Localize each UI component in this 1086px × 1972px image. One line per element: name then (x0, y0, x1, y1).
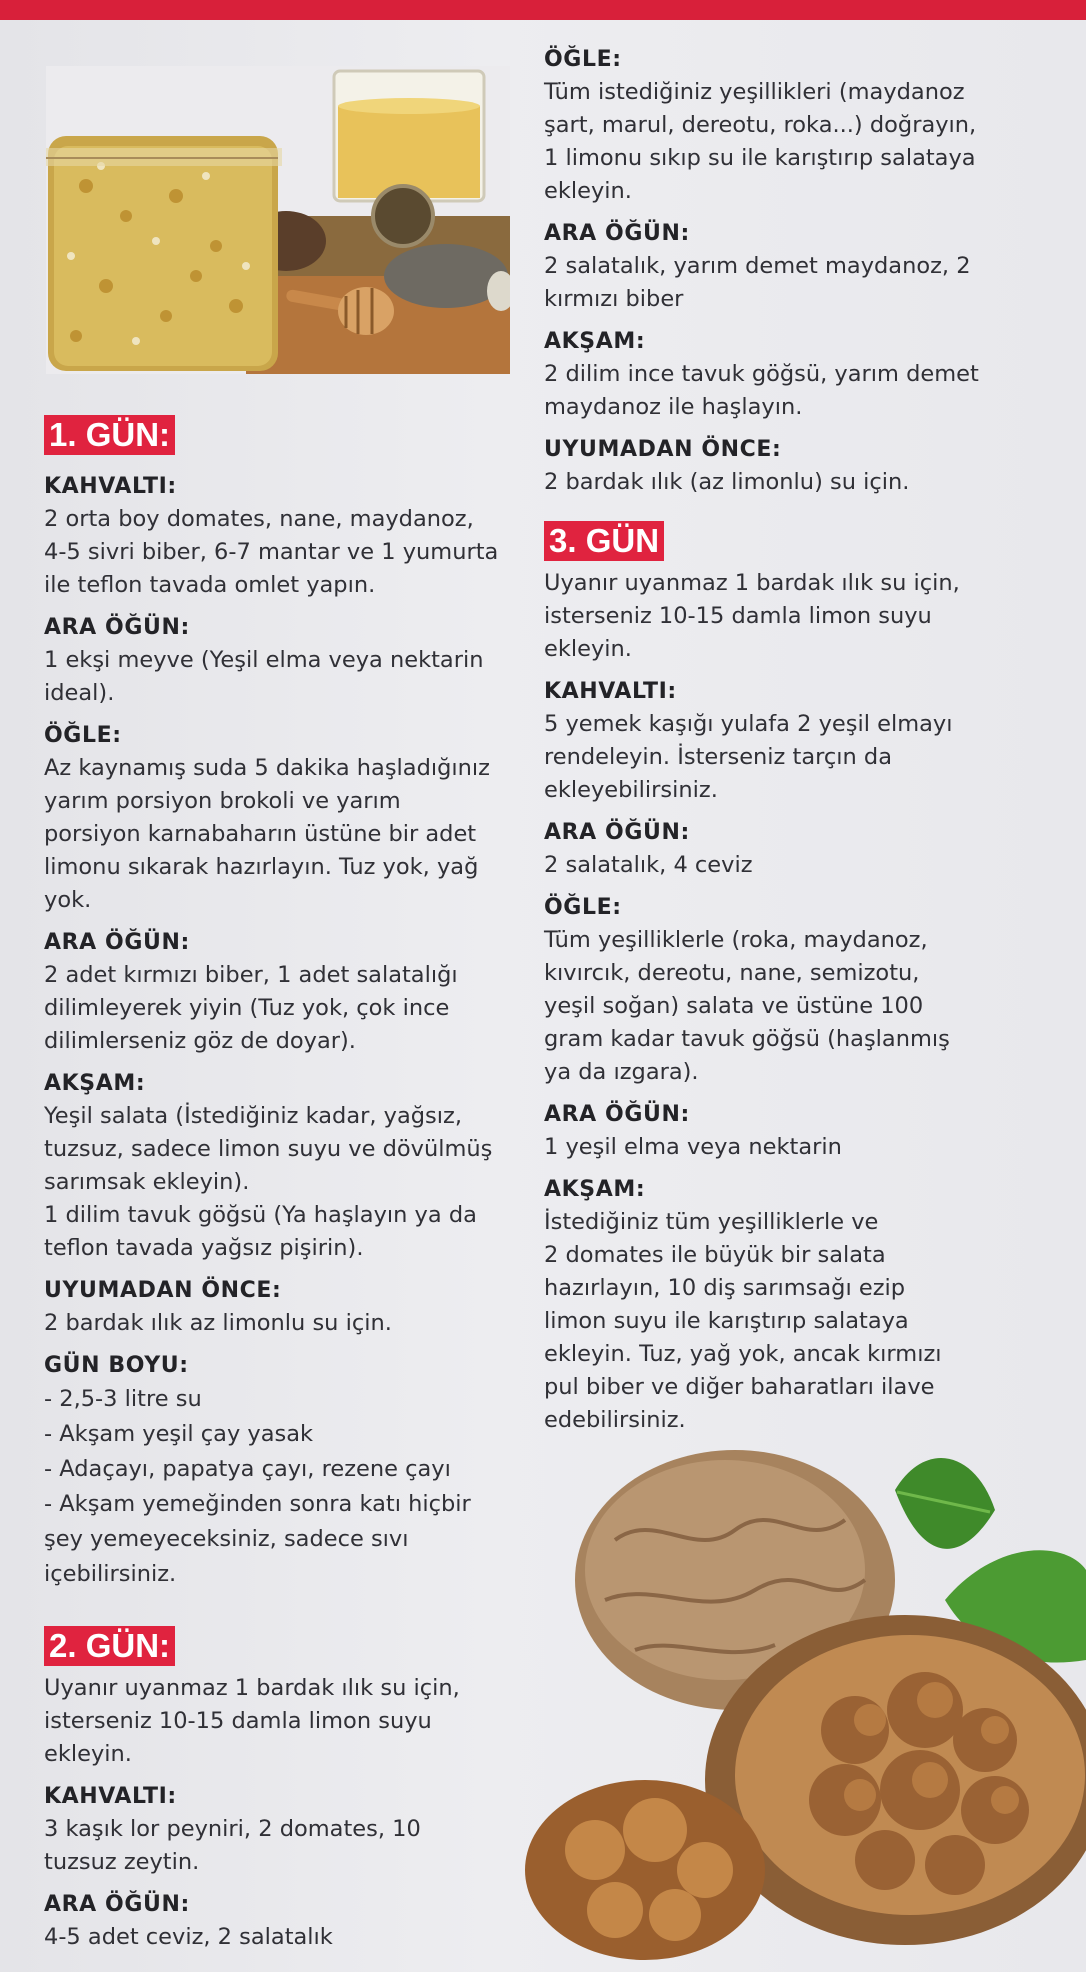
section-text: Az kaynamış suda 5 dakika haşladığınız yarım porsiyon brokoli ve yarım porsiyon karnabaharın üstüne bir adet limonu sıkarak hazırlayın. Tuz yok, yağ yok. (44, 755, 490, 913)
day2-aksam (544, 328, 1064, 424)
section-label: ARA ÖĞÜN: (44, 930, 190, 955)
section-text: Tüm yeşilliklerle (roka, maydanoz, kıvırcık, dereotu, nane, semizotu, yeşil soğan) salata ve üstüne 100 gram kadar tavuk göğsü (haşlanmış ya da ızgara). (544, 927, 950, 1085)
right-column (544, 46, 1064, 1437)
section-label: ÖĞLE: (544, 895, 622, 920)
day3-kahvalti (544, 678, 1064, 807)
section-text: 2 dilim ince tavuk göğsü, yarım demet maydanoz ile haşlayın. (544, 361, 979, 420)
day3-ogle (544, 894, 1064, 1089)
section-text: 1 yeşil elma veya nektarin (544, 1134, 842, 1160)
day1-heading: 1. GÜN: (44, 415, 175, 455)
section-label: ARA ÖĞÜN: (44, 615, 190, 640)
spacer (44, 1592, 524, 1626)
section-label: ÖĞLE: (544, 47, 622, 72)
section-label: ARA ÖĞÜN: (544, 820, 690, 845)
day3-ara-ogun-2 (544, 1101, 1064, 1164)
section-text: 2 bardak ılık (az limonlu) su için. (544, 469, 910, 495)
day1-aksam (44, 1070, 524, 1265)
section-label: UYUMADAN ÖNCE: (544, 437, 782, 462)
day1-ogle (44, 722, 524, 917)
section-text: 2 salatalık, yarım demet maydanoz, 2 kırmızı biber (544, 253, 971, 312)
section-label: AKŞAM: (544, 329, 646, 354)
spacer (544, 499, 1064, 521)
list-item: - 2,5-3 litre su (44, 1386, 202, 1412)
section-label: ARA ÖĞÜN: (544, 221, 690, 246)
day1-ara-ogun-2 (44, 929, 524, 1058)
day3-heading: 3. GÜN (544, 521, 664, 561)
section-label: ARA ÖĞÜN: (544, 1102, 690, 1127)
chamomile-tea-photo (46, 66, 510, 374)
section-text: 2 salatalık, 4 ceviz (544, 852, 753, 878)
list-item: - Akşam yemeğinden sonra katı hiçbir şey yemeyeceksiniz, sadece sıvı içebilirsiniz. (44, 1491, 471, 1587)
section-label: KAHVALTI: (44, 474, 177, 499)
section-label: ÖĞLE: (44, 723, 122, 748)
section-text: 3 kaşık lor peyniri, 2 domates, 10 tuzsuz zeytin. (44, 1816, 421, 1875)
section-label: UYUMADAN ÖNCE: (44, 1278, 282, 1303)
section-text: Yeşil salata (İstediğiniz kadar, yağsız, tuzsuz, sadece limon suyu ve dövülmüş sarımsak ekleyin). 1 dilim tavuk göğsü (Ya haşlayın ya da teflon tavada yağsız pişirin). (44, 1103, 493, 1261)
day2-heading: 2. GÜN: (44, 1626, 175, 1666)
section-label: ARA ÖĞÜN: (44, 1892, 190, 1917)
list-item: - Adaçayı, papatya çayı, rezene çayı (44, 1456, 451, 1482)
day3-intro: Uyanır uyanmaz 1 bardak ılık su için, isterseniz 10-15 damla limon suyu ekleyin. (544, 570, 960, 662)
day2-kahvalti (44, 1783, 524, 1879)
day1-uyumadan-once (44, 1277, 524, 1340)
day1-gun-boyu (44, 1352, 524, 1592)
section-text: 1 ekşi meyve (Yeşil elma veya nektarin ideal). (44, 647, 484, 706)
day3-ara-ogun-1 (544, 819, 1064, 882)
day3-aksam (544, 1176, 1064, 1437)
section-label: AKŞAM: (544, 1177, 646, 1202)
gun-boyu-list (44, 1382, 524, 1592)
day2-uyumadan-once (544, 436, 1064, 499)
day2-intro: Uyanır uyanmaz 1 bardak ılık su için, isterseniz 10-15 damla limon suyu ekleyin. (44, 1675, 460, 1767)
section-label: KAHVALTI: (544, 679, 677, 704)
day1-kahvalti (44, 473, 524, 602)
section-text: 4-5 adet ceviz, 2 salatalık (44, 1924, 333, 1950)
day2-ogle (544, 46, 1064, 208)
section-label: AKŞAM: (44, 1071, 146, 1096)
list-item: - Akşam yeşil çay yasak (44, 1421, 314, 1447)
top-red-bar (0, 0, 1086, 20)
section-text: 2 adet kırmızı biber, 1 adet salatalığı dilimleyerek yiyin (Tuz yok, çok ince dilimlerseniz göz de doyar). (44, 962, 458, 1054)
section-label: GÜN BOYU: (44, 1353, 189, 1378)
day2-ara-ogun-2 (544, 220, 1064, 316)
section-text: Tüm istediğiniz yeşillikleri (maydanoz şart, marul, dereotu, roka...) doğrayın, 1 limonu sıkıp su ile karıştırıp salataya ekleyin. (544, 79, 977, 204)
section-text: 2 bardak ılık az limonlu su için. (44, 1310, 392, 1336)
walnuts-photo (525, 1450, 1086, 1972)
section-label: KAHVALTI: (44, 1784, 177, 1809)
section-text: İstediğiniz tüm yeşilliklerle ve 2 domates ile büyük bir salata hazırlayın, 10 diş sarımsağı ezip limon suyu ile karıştırıp salataya ekleyin. Tuz, yağ yok, ancak kırmızı pul biber ve diğer baharatları ilave edebilirsiniz. (544, 1209, 942, 1433)
section-text: 2 orta boy domates, nane, maydanoz, 4-5 sivri biber, 6-7 mantar ve 1 yumurta ile teflon tavada omlet yapın. (44, 506, 499, 598)
left-column (44, 415, 524, 1954)
day2-ara-ogun-1 (44, 1891, 524, 1954)
day1-ara-ogun-1 (44, 614, 524, 710)
section-text: 5 yemek kaşığı yulafa 2 yeşil elmayı rendeleyin. İsterseniz tarçın da ekleyebilirsiniz. (544, 711, 953, 803)
